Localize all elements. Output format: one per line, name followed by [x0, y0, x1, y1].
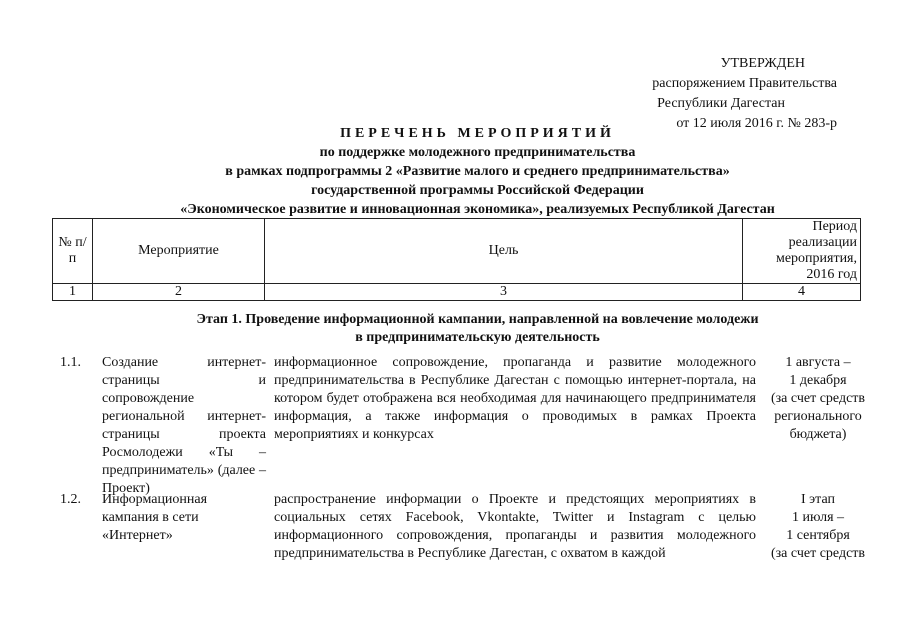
- approval-line: распоряжением Правительства: [652, 76, 837, 91]
- row-period: [760, 491, 876, 563]
- period-line: регионального: [774, 409, 862, 424]
- title-line: в рамках подпрограммы 2 «Развитие малого и среднего предпринимательства»: [225, 164, 730, 179]
- title-heading: ПЕРЕЧЕНЬ МЕРОПРИЯТИЙ: [340, 126, 615, 141]
- approval-line: Республики Дагестан: [657, 96, 785, 111]
- period-line: (за счет средств: [770, 546, 866, 561]
- row-goal: распространение информации о Проекте и предстоящих мероприятиях в социальных сетях Facebook, Vkontakte, Twitter и Instagram с целью информационного сопровождения, пропаганды и развития молодежного предпринимательства в Республике Дагестан, с охватом в каждой: [274, 492, 756, 561]
- approval-stamp: [577, 54, 837, 134]
- row-activity: Создание интернет-страницы и сопровождение региональной интернет-страницы проекта Росмолодежи «Ты – предприниматель» (далее – Проект): [102, 355, 266, 496]
- stage-heading: [60, 311, 895, 347]
- column-number: 3: [265, 284, 743, 301]
- approval-line: от 12 июля 2016 г. № 283-р: [676, 116, 837, 131]
- period-line: 1 сентября: [786, 528, 850, 543]
- row-activity: Информационная кампания в сети «Интернет»: [102, 492, 208, 543]
- period-line: 1 августа –: [785, 355, 851, 370]
- approval-line: УТВЕРЖДЕН: [720, 56, 805, 71]
- column-number: 2: [93, 284, 265, 301]
- column-number: 1: [53, 284, 93, 301]
- stage-line: в предпринимательскую деятельность: [355, 330, 600, 345]
- row-goal: информационное сопровождение, пропаганда и развитие молодежного предпринимательства в Республике Дагестан с помощью интернет-портала, на котором будет отображена вся необходимая для начинающего предпринимателя информация, а также информация о проводимых в рамках Проекта мероприятиях и конкурсах: [274, 355, 756, 442]
- header-goal: Цель: [265, 219, 743, 284]
- period-line: 1 декабря: [789, 373, 847, 388]
- header-activity: Мероприятие: [93, 219, 265, 284]
- period-line: 1 июля –: [791, 510, 845, 525]
- title-line: государственной программы Российской Федерации: [311, 183, 644, 198]
- period-line: бюджета): [789, 427, 847, 442]
- row-period: [760, 354, 876, 444]
- column-number-row: [53, 284, 861, 301]
- period-line: I этап: [801, 492, 835, 507]
- document-title: [60, 124, 895, 219]
- header-num: № п/п: [53, 219, 93, 284]
- row-number: 1.1.: [60, 355, 81, 370]
- row-number: 1.2.: [60, 492, 81, 507]
- title-line: по поддержке молодежного предпринимательства: [319, 145, 636, 160]
- table-header: [52, 218, 861, 301]
- title-line: «Экономическое развитие и инновационная экономика», реализуемых Республикой Дагестан: [180, 202, 775, 217]
- header-period: Период реализации мероприятия, 2016 год: [743, 219, 861, 284]
- period-line: (за счет средств: [770, 391, 866, 406]
- header-row: [53, 219, 861, 284]
- stage-line: Этап 1. Проведение информационной кампании, направленной на вовлечение молодежи: [196, 312, 759, 327]
- column-number: 4: [743, 284, 861, 301]
